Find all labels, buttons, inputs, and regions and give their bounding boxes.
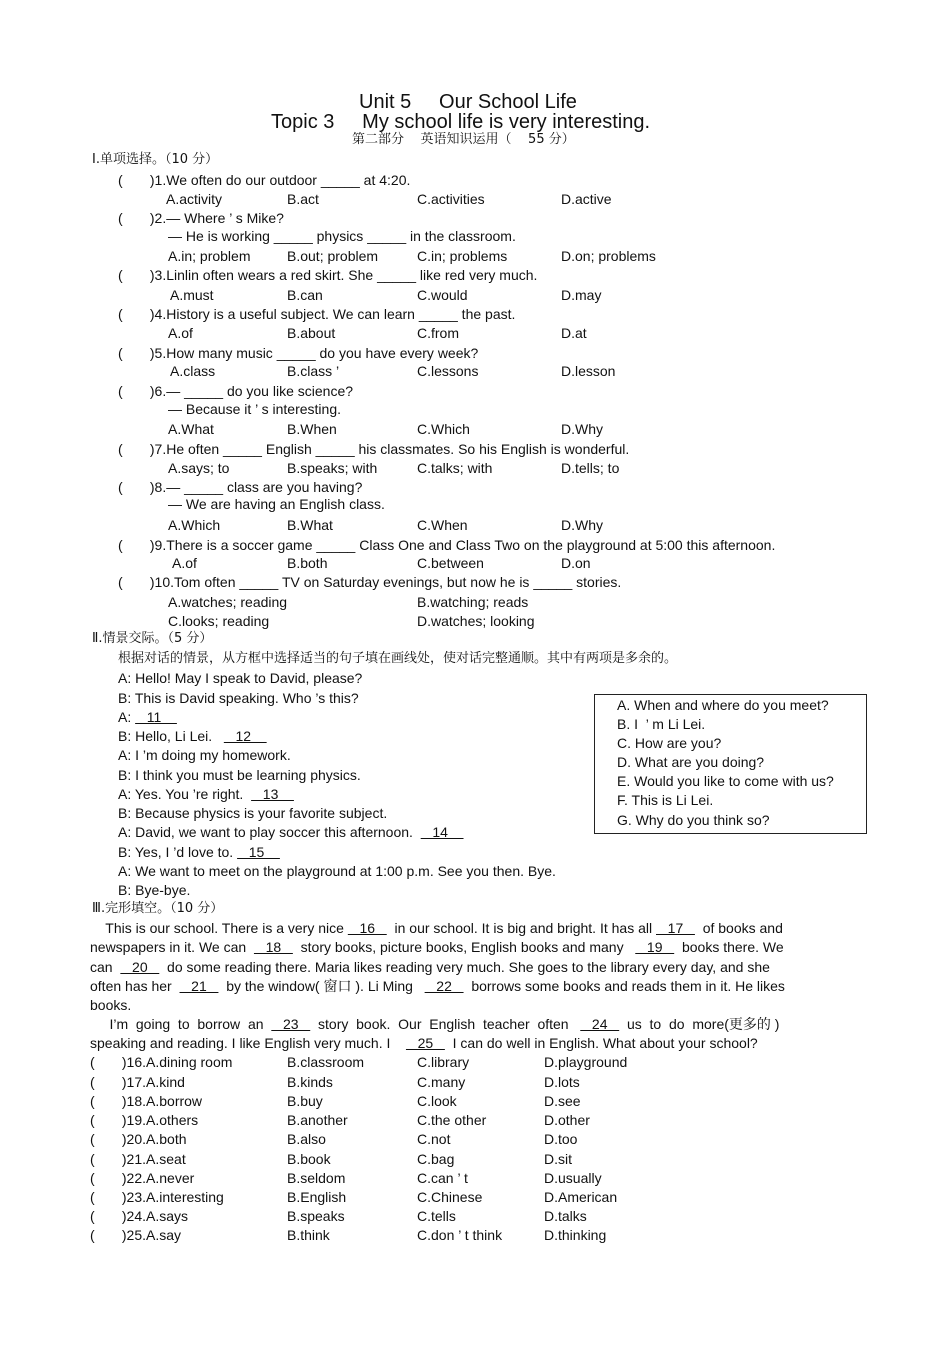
option-c: C.activities xyxy=(417,191,485,207)
option-a: A.What xyxy=(168,421,214,437)
cloze-question-stem: ( )19.A.others xyxy=(90,1112,199,1128)
blank-17[interactable]: 17 xyxy=(656,920,695,936)
option-item: B. I ’ m Li Lei. xyxy=(617,716,706,732)
option-item: D. What are you doing? xyxy=(617,754,765,770)
dialogue-line: A: 11 xyxy=(118,709,177,725)
option-d: D.watches; looking xyxy=(417,613,535,629)
option-c: C.the other xyxy=(417,1112,487,1128)
cloze-question-stem: ( )22.A.never xyxy=(90,1170,195,1186)
blank-20[interactable]: 20 xyxy=(120,959,160,975)
blank-15[interactable]: 15 xyxy=(237,844,280,860)
blank-18[interactable]: 18 xyxy=(253,939,293,955)
option-b: B.another xyxy=(287,1112,348,1128)
option-c: C.library xyxy=(417,1054,470,1070)
option-c: C.not xyxy=(417,1131,451,1147)
option-b: B.out; problem xyxy=(287,248,379,264)
option-c: C.would xyxy=(417,287,468,303)
dialogue-line: B: Bye-bye. xyxy=(118,882,191,898)
blank-23[interactable]: 23 xyxy=(271,1016,311,1032)
option-b: B.class ’ xyxy=(287,363,340,379)
option-b: B.speaks xyxy=(287,1208,345,1224)
option-d: D.playground xyxy=(544,1054,628,1070)
option-d: D.see xyxy=(544,1093,581,1109)
question-stem: ( )6.— _____ do you like science? xyxy=(118,383,354,399)
option-d: D.sit xyxy=(544,1151,572,1167)
question-stem: ( )3.Linlin often wears a red skirt. She _____ like red very much. xyxy=(118,267,538,283)
option-b: B.kinds xyxy=(287,1074,333,1090)
option-d: D.on xyxy=(561,555,591,571)
question-stem-2: — Because it ’ s interesting. xyxy=(168,401,342,417)
section2-instruction: 根据对话的情景，从方框中选择适当的句子填在画线处，使对话完整通顺。其中有两项是多余的。 xyxy=(118,651,678,666)
option-a: A.Which xyxy=(168,517,221,533)
blank-19[interactable]: 19 xyxy=(635,939,675,955)
cloze-question-stem: ( )20.A.both xyxy=(90,1131,187,1147)
option-b: B.act xyxy=(287,191,319,207)
option-d: D.talks xyxy=(544,1208,587,1224)
dialogue-line: A: We want to meet on the playground at 1:00 p.m. See you then. Bye. xyxy=(118,863,556,879)
dialogue-line: A: Yes. You ’re right. 13 xyxy=(118,786,294,802)
section2-heading: Ⅱ.情景交际。（5 分） xyxy=(92,631,213,646)
option-a: A.in; problem xyxy=(168,248,251,264)
option-b: B.classroom xyxy=(287,1054,365,1070)
passage-line: I’m going to borrow an 23 story book. Our English teacher often 24 us to do more(更多的 ) xyxy=(90,1016,780,1032)
passage-line: can 20 do some reading there. Maria likes reading very much. She goes to the library every day, and she xyxy=(90,959,770,975)
passage-line: speaking and reading. I like English very much. I 25 I can do well in English. What about your school? xyxy=(90,1035,758,1051)
question-stem: ( )4.History is a useful subject. We can learn _____ the past. xyxy=(118,306,516,322)
option-c: C.looks; reading xyxy=(168,613,270,629)
option-b: B.speaks; with xyxy=(287,460,378,476)
option-a: A.activity xyxy=(166,191,223,207)
option-c: C.bag xyxy=(417,1151,455,1167)
cloze-question-stem: ( )24.A.says xyxy=(90,1208,189,1224)
option-c: C.talks; with xyxy=(417,460,493,476)
option-a: A.watches; reading xyxy=(168,594,288,610)
blank-13[interactable]: 13 xyxy=(251,786,294,802)
part-title: 第二部分 英语知识运用（ 55 分） xyxy=(352,132,575,147)
option-c: C.can ’ t xyxy=(417,1170,468,1186)
dialogue-line: A: David, we want to play soccer this afternoon. 14 xyxy=(118,824,464,840)
blank-16[interactable]: 16 xyxy=(347,920,387,936)
cloze-question-stem: ( )25.A.say xyxy=(90,1227,182,1243)
option-b: B.also xyxy=(287,1131,326,1147)
option-c: C.look xyxy=(417,1093,457,1109)
blank-14[interactable]: 14 xyxy=(420,824,464,840)
option-d: D.active xyxy=(561,191,612,207)
option-b: B.can xyxy=(287,287,323,303)
dialogue-line: B: Hello, Li Lei. 12 xyxy=(118,728,267,744)
blank-22[interactable]: 22 xyxy=(424,978,464,994)
option-a: A.class xyxy=(170,363,216,379)
option-c: C.from xyxy=(417,325,459,341)
blank-21[interactable]: 21 xyxy=(179,978,219,994)
option-c: C.Chinese xyxy=(417,1189,483,1205)
option-c: C.many xyxy=(417,1074,466,1090)
option-c: C.in; problems xyxy=(417,248,508,264)
option-d: D.at xyxy=(561,325,587,341)
blank-25[interactable]: 25 xyxy=(405,1035,445,1051)
option-d: D.tells; to xyxy=(561,460,620,476)
section1-heading: Ⅰ.单项选择。（10 分） xyxy=(92,152,219,167)
option-a: A.of xyxy=(168,325,193,341)
question-stem-2: — He is working _____ physics _____ in the classroom. xyxy=(168,228,516,244)
question-stem: ( )10.Tom often _____ TV on Saturday evenings, but now he is _____ stories. xyxy=(118,574,622,590)
option-d: D.Why xyxy=(561,517,603,533)
option-a: A.says; to xyxy=(168,460,230,476)
option-item: A. When and where do you meet? xyxy=(617,697,829,713)
option-item: C. How are you? xyxy=(617,735,722,751)
option-d: D.may xyxy=(561,287,602,303)
option-c: C.don ’ t think xyxy=(417,1227,503,1243)
option-d: D.too xyxy=(544,1131,578,1147)
option-item: E. Would you like to come with us? xyxy=(617,773,834,789)
cloze-question-stem: ( )21.A.seat xyxy=(90,1151,186,1167)
option-d: D.on; problems xyxy=(561,248,656,264)
option-a: A.of xyxy=(172,555,197,571)
passage-line: This is our school. There is a very nice 16 in our school. It is big and bright. It has all 17 of books and xyxy=(90,920,783,936)
cloze-question-stem: ( )16.A.dining room xyxy=(90,1054,233,1070)
passage-line: books. xyxy=(90,997,132,1013)
question-stem: ( )5.How many music _____ do you have every week? xyxy=(118,345,479,361)
option-b: B.When xyxy=(287,421,337,437)
option-d: D.Why xyxy=(561,421,603,437)
question-stem: ( )7.He often _____ English _____ his classmates. So his English is wonderful. xyxy=(118,441,630,457)
dialogue-line: B: Yes, I ’d love to. 15 xyxy=(118,844,280,860)
dialogue-line: B: This is David speaking. Who ’s this? xyxy=(118,690,359,706)
option-d: D.usually xyxy=(544,1170,602,1186)
option-a: A.must xyxy=(170,287,214,303)
topic-title: Topic 3 My school life is very interesting. xyxy=(271,111,651,133)
option-b: B.watching; reads xyxy=(417,594,529,610)
option-c: C.between xyxy=(417,555,484,571)
dialogue-line: B: Because physics is your favorite subject. xyxy=(118,805,388,821)
question-stem-2: — We are having an English class. xyxy=(168,496,385,512)
option-d: D.other xyxy=(544,1112,590,1128)
option-d: D.American xyxy=(544,1189,618,1205)
question-stem: ( )8.— _____ class are you having? xyxy=(118,479,363,495)
option-c: C.Which xyxy=(417,421,470,437)
dialogue-line: B: I think you must be learning physics. xyxy=(118,767,361,783)
question-stem: ( )1.We often do our outdoor _____ at 4:20. xyxy=(118,172,411,188)
question-stem: ( )9.There is a soccer game _____ Class One and Class Two on the playground at 5:00 this afternoon. xyxy=(118,537,776,553)
option-b: B.think xyxy=(287,1227,330,1243)
option-b: B.What xyxy=(287,517,333,533)
cloze-question-stem: ( )23.A.interesting xyxy=(90,1189,224,1205)
blank-12[interactable]: 12 xyxy=(223,728,267,744)
cloze-question-stem: ( )18.A.borrow xyxy=(90,1093,203,1109)
cloze-question-stem: ( )17.A.kind xyxy=(90,1074,185,1090)
option-c: C.lessons xyxy=(417,363,479,379)
option-b: B.English xyxy=(287,1189,347,1205)
question-stem: ( )2.— Where ’ s Mike? xyxy=(118,210,284,226)
passage-line: newspapers in it. We can 18 story books, picture books, English books and many 19 books there. We xyxy=(90,939,784,955)
option-d: D.lesson xyxy=(561,363,616,379)
option-b: B.seldom xyxy=(287,1170,346,1186)
option-d: D.lots xyxy=(544,1074,580,1090)
option-c: C.When xyxy=(417,517,468,533)
dialogue-line: A: I ’m doing my homework. xyxy=(118,747,291,763)
option-d: D.thinking xyxy=(544,1227,607,1243)
section3-heading: Ⅲ.完形填空。（10 分） xyxy=(92,901,224,916)
option-b: B.both xyxy=(287,555,328,571)
blank-11[interactable]: 11 xyxy=(135,709,177,725)
dialogue-line: A: Hello! May I speak to David, please? xyxy=(118,670,363,686)
option-b: B.about xyxy=(287,325,336,341)
option-b: B.buy xyxy=(287,1093,323,1109)
blank-24[interactable]: 24 xyxy=(580,1016,620,1032)
unit-title: Unit 5 Our School Life xyxy=(359,91,577,113)
option-b: B.book xyxy=(287,1151,331,1167)
passage-line: often has her 21 by the window( 窗口 ). Li Ming 22 borrows some books and reads them in it. He likes xyxy=(90,978,785,994)
option-c: C.tells xyxy=(417,1208,456,1224)
option-item: G. Why do you think so? xyxy=(617,812,770,828)
option-item: F. This is Li Lei. xyxy=(617,792,714,808)
